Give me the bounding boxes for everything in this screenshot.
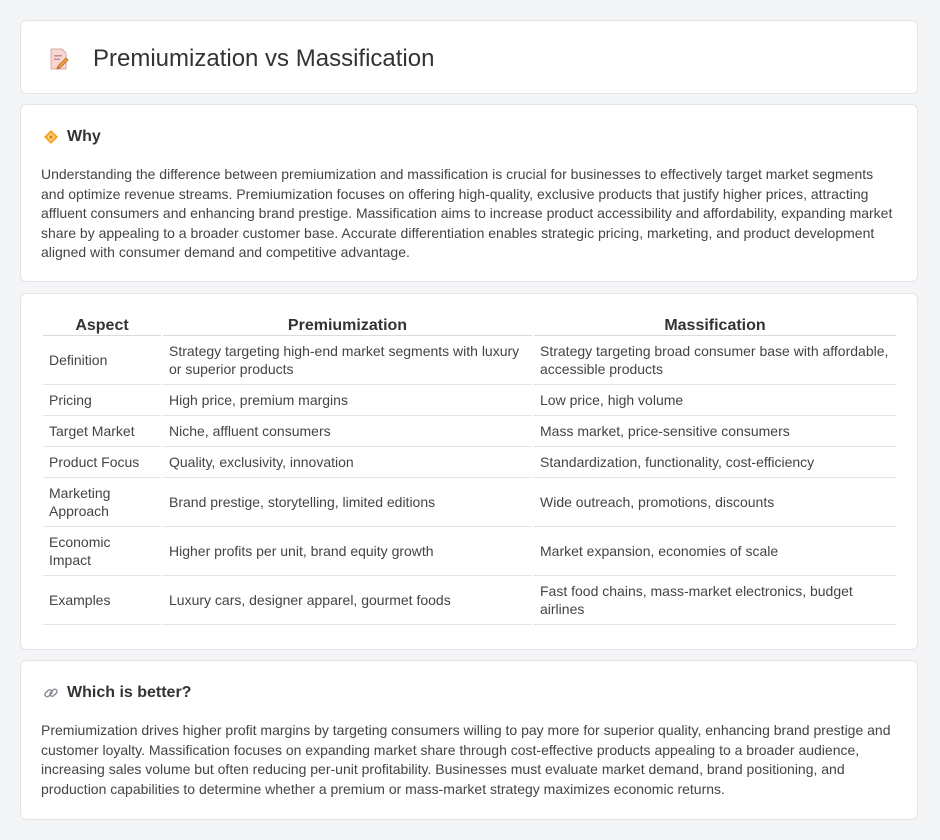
aspect-cell: Marketing Approach bbox=[43, 478, 161, 527]
document-pencil-icon bbox=[47, 47, 71, 71]
comparison-table bbox=[41, 314, 898, 625]
aspect-cell: Economic Impact bbox=[43, 527, 161, 576]
premiumization-cell: Niche, affluent consumers bbox=[163, 416, 532, 447]
table-row bbox=[43, 527, 896, 576]
why-text: Understanding the difference between premiumization and massification is crucial for businesses to effectively target market segments and optimize revenue streams. Premiumization focuses on offering high-quality, exclusive products that justify higher prices, attracting affluent consumers and enhancing brand prestige. Massification aims to increase product accessibility and affordability, expanding market share by appealing to a broader customer base. Accurate differentiation enables strategic pricing, marketing, and product development aligned with consumer demand and competitive advantage. bbox=[41, 166, 893, 261]
diamond-icon bbox=[43, 129, 59, 145]
table-row bbox=[43, 478, 896, 527]
massification-cell: Strategy targeting broad consumer base with affordable, accessible products bbox=[534, 336, 896, 385]
comparison-card bbox=[20, 293, 918, 650]
link-icon bbox=[43, 685, 59, 701]
massification-cell: Market expansion, economies of scale bbox=[534, 527, 896, 576]
table-header-row bbox=[43, 314, 896, 336]
page-title: Premiumization vs Massification bbox=[93, 45, 435, 72]
massification-cell: Standardization, functionality, cost-efficiency bbox=[534, 447, 896, 478]
table-row bbox=[43, 416, 896, 447]
header-card bbox=[20, 20, 918, 94]
massification-cell: Fast food chains, mass-market electronics, budget airlines bbox=[534, 576, 896, 625]
aspect-cell: Target Market bbox=[43, 416, 161, 447]
column-header-premiumization: Premiumization bbox=[163, 314, 532, 336]
premiumization-cell: Luxury cars, designer apparel, gourmet foods bbox=[163, 576, 532, 625]
premiumization-cell: High price, premium margins bbox=[163, 385, 532, 416]
which-is-better-section bbox=[20, 660, 918, 820]
column-header-aspect: Aspect bbox=[43, 314, 161, 336]
aspect-cell: Product Focus bbox=[43, 447, 161, 478]
massification-cell: Mass market, price-sensitive consumers bbox=[534, 416, 896, 447]
table-row bbox=[43, 336, 896, 385]
table-row bbox=[43, 385, 896, 416]
premiumization-cell: Higher profits per unit, brand equity growth bbox=[163, 527, 532, 576]
aspect-cell: Pricing bbox=[43, 385, 161, 416]
aspect-cell: Definition bbox=[43, 336, 161, 385]
why-section bbox=[20, 104, 918, 282]
which-is-better-title: Which is better? bbox=[67, 684, 192, 701]
massification-cell: Low price, high volume bbox=[534, 385, 896, 416]
table-row bbox=[43, 576, 896, 625]
massification-cell: Wide outreach, promotions, discounts bbox=[534, 478, 896, 527]
premiumization-cell: Strategy targeting high-end market segments with luxury or superior products bbox=[163, 336, 532, 385]
why-title: Why bbox=[67, 128, 101, 145]
column-header-massification: Massification bbox=[534, 314, 896, 336]
table-row bbox=[43, 447, 896, 478]
which-is-better-text: Premiumization drives higher profit margins by targeting consumers willing to pay more for superior quality, enhancing brand prestige and customer loyalty. Massification focuses on expanding market share through cost-effective products appealing to a broader audience, increasing sales volume but often reducing per-unit profitability. Businesses must evaluate market demand, brand positioning, and production capabilities to determine whether a premium or mass-market strategy maximizes economic returns. bbox=[41, 722, 891, 797]
premiumization-cell: Brand prestige, storytelling, limited editions bbox=[163, 478, 532, 527]
premiumization-cell: Quality, exclusivity, innovation bbox=[163, 447, 532, 478]
aspect-cell: Examples bbox=[43, 576, 161, 625]
